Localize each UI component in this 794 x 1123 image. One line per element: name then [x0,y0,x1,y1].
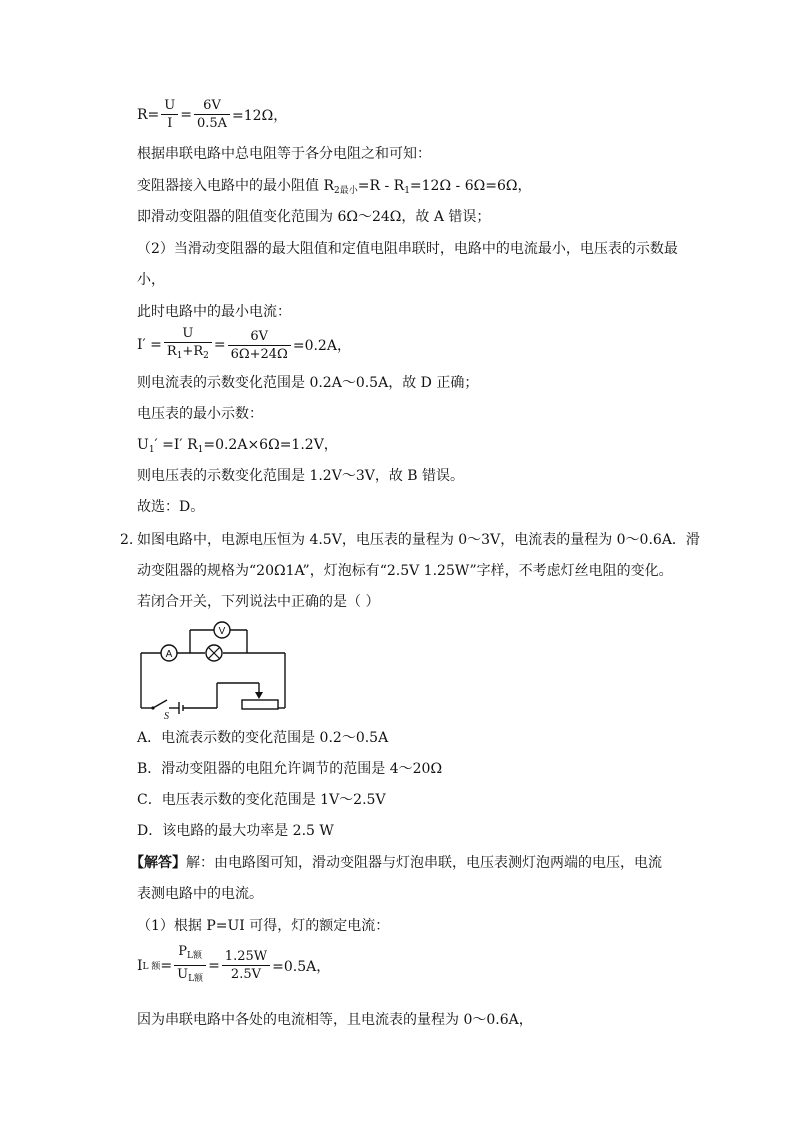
eq-text: U [137,437,149,453]
text-line: （2）当滑动变阻器的最大阻值和定值电阻串联时，电路中的电流最小，电压表的示数最 [137,241,678,257]
voltmeter-label: V [218,626,226,637]
answer-text: 解：由电路图可知，滑动变阻器与灯泡串联，电压表测灯泡两端的电压，电流 [186,855,662,871]
subscript: 1 [197,445,204,455]
rheostat-arrow-icon [255,692,263,699]
text-line-min-resistance [137,177,531,200]
equation-min-current [137,326,351,364]
fraction [194,98,230,131]
subscript: 2 [203,351,209,361]
eq-text: R= [137,106,160,123]
subscript: 1 [404,186,410,196]
eq-text: = [213,337,226,353]
eq-text: = [208,957,220,974]
subscript: 2最小 [334,186,358,196]
option-b: B．滑动变阻器的电阻允许调节的范围是 4～20Ω [137,761,443,777]
answer-line [130,854,662,872]
text-line: 此时电路中的最小电流： [137,304,291,320]
switch-blade [153,700,167,708]
text-line: 则电流表的示数变化范围是 0.2A～0.5A，故 D 正确； [137,375,479,391]
question-number: 2. [120,532,134,548]
eq-text: =12Ω， [232,107,288,124]
eq-text: = [180,106,192,123]
denominator: 0.5A [194,114,230,131]
option-a: A．电流表示数的变化范围是 0.2～0.5A [137,730,389,746]
fraction [161,98,178,131]
eq-text: = [160,957,173,974]
circuit-diagram [135,620,295,720]
subscript: L额 [188,974,204,984]
subscript: 1 [176,351,183,361]
numerator: 6V [203,98,221,113]
equation-rated-current [137,944,330,987]
text-line: 则电压表的示数变化范围是 1.2V～3V，故 B 错误。 [137,468,465,484]
question-text: 若闭合开关，下列说法中正确的是（ ） [137,594,380,610]
eq-text: =0.5A， [272,958,331,975]
answer-text: （1）根据 P=UI 可得，灯的额定电流： [137,918,390,934]
option-c: C．电压表示数的变化范围是 1V～2.5V [137,792,386,808]
denominator: 6Ω+24Ω [228,345,291,362]
answer-tag: 【解答】 [130,855,186,871]
eq-text: I′ = [137,337,162,353]
eq-text: =0.2A×6Ω=1.2V， [203,437,338,453]
answer-text: 表测电路中的电流。 [137,886,263,902]
eq-text: 变阻器接入电路中的最小阻值 R [137,178,334,194]
subscript: L 额 [142,962,161,972]
question-text: 动变阻器的规格为“20Ω1A”，灯泡标有“2.5V 1.25W”字样，不考虑灯丝电阻的变化。 [137,563,673,579]
subscript: L额 [186,951,202,961]
eq-text: P [178,944,187,959]
denominator: 2.5V [222,965,270,982]
numerator: U [164,98,176,113]
eq-text: +R [182,344,204,359]
question-text: 如图电路中，电源电压恒为 4.5V，电压表的量程为 0～3V，电流表的量程为 0～0.6A．滑 [137,532,700,548]
eq-text: I [137,957,143,974]
switch-label: S [164,711,169,720]
text-line: 根据串联电路中总电阻等于各分电阻之和可知： [137,146,431,162]
fraction [174,944,206,987]
eq-text: ′ =I′ R [154,437,198,453]
text-line-min-voltage [137,436,338,459]
text-line: 电压表的最小示数： [137,406,263,422]
denominator: I [161,114,178,131]
text-line: 小， [137,272,165,288]
rheostat-body [242,700,278,709]
eq-text: R [166,344,177,359]
numerator [174,944,206,965]
option-d: D．该电路的最大功率是 2.5 W [137,823,334,839]
answer-text: 因为串联电路中各处的电流相等，且电流表的量程为 0～0.6A， [137,1012,533,1028]
eq-text: =12Ω - 6Ω=6Ω， [409,178,532,194]
numerator: U [182,326,194,341]
text-line: 即滑动变阻器的阻值变化范围为 6Ω～24Ω，故 A 错误； [137,209,491,225]
ammeter-label: A [165,649,173,660]
switch-contact [151,706,154,709]
text-line: 故选：D。 [137,499,205,515]
numerator: 6V [250,328,269,344]
denominator [164,342,212,364]
subscript: 1 [148,445,155,455]
fraction [164,326,212,364]
numerator: 1.25W [224,949,268,964]
eq-text: =R - R [357,178,405,194]
fraction [222,949,270,982]
equation-resistance [137,98,287,131]
eq-text: U [177,967,189,982]
denominator [174,965,206,987]
fraction [228,329,291,362]
eq-text: =0.2A， [292,338,351,354]
